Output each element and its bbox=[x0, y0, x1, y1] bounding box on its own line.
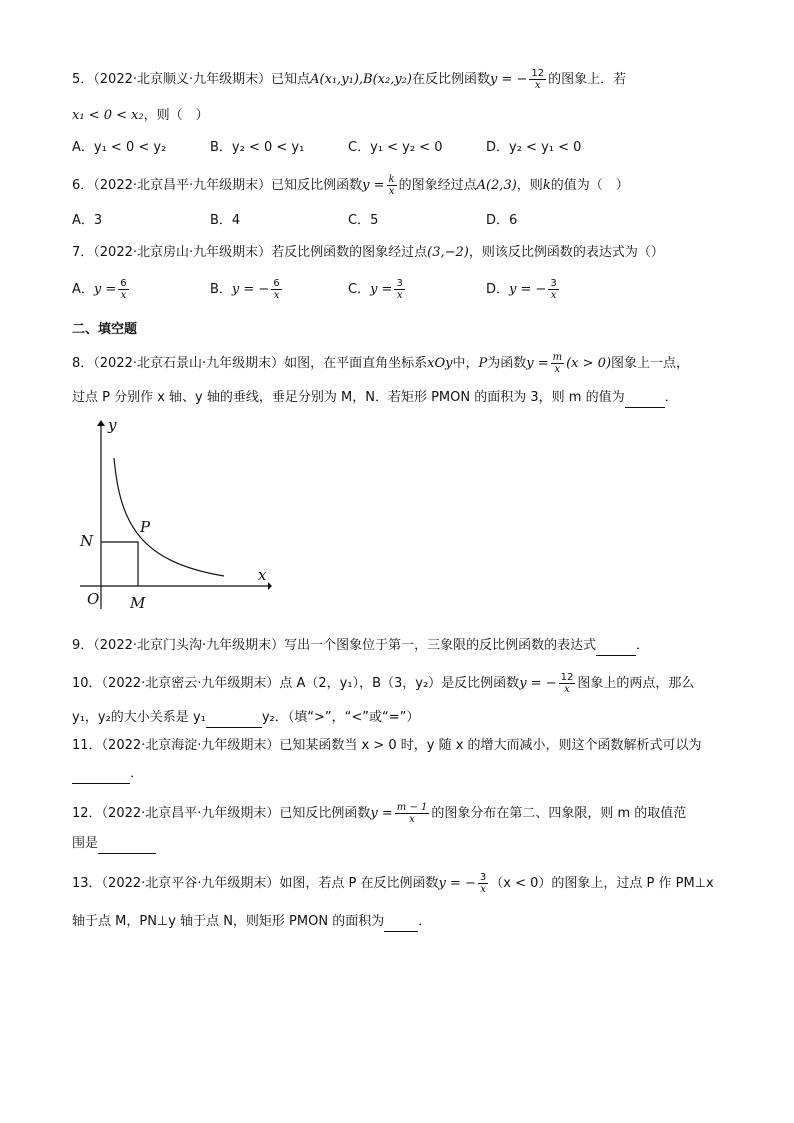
q6-line1 bbox=[72, 174, 629, 197]
q10-text-c: y₁，y₂的大小关系是 y₁ bbox=[72, 710, 206, 725]
q6-func-lhs: y = bbox=[362, 178, 385, 193]
q6-source: 6．（2022·北京昌平·九年级期末）已知反比例函数 bbox=[72, 178, 363, 193]
q6-option-d: D．6 bbox=[486, 213, 518, 228]
q5-source: 5．（2022·北京顺义·九年级期末）已知点 bbox=[72, 72, 311, 87]
q12-text-a: 12．（2022·北京昌平·九年级期末）已知反比例函数 bbox=[72, 806, 371, 821]
q5-points: A(x₁,y₁),B(x₂,y₂) bbox=[310, 72, 412, 87]
q5-condition-tail: ，则（ ） bbox=[143, 108, 209, 123]
q5-mid: 在反比例函数 bbox=[411, 72, 490, 87]
origin-label: O bbox=[87, 590, 100, 608]
q7-line1 bbox=[72, 243, 664, 263]
q8-text-b: 中， bbox=[452, 356, 479, 371]
p-label: P bbox=[140, 518, 151, 536]
q9-end: ． bbox=[636, 638, 650, 653]
q13-func-lhs: y = − bbox=[438, 876, 476, 891]
q5-fraction: $\frac{12}{x}$ bbox=[531, 68, 545, 91]
q6-fraction: $\frac{k}{x}$ bbox=[388, 174, 395, 197]
q11-end: ． bbox=[130, 766, 144, 781]
q5-line1 bbox=[72, 68, 626, 91]
q10-func-lhs: y = − bbox=[519, 676, 557, 691]
q6-option-b: B．4 bbox=[210, 213, 241, 228]
q5-func-lhs: y = − bbox=[489, 72, 528, 87]
hyperbola-figure bbox=[74, 414, 274, 614]
q8-text-line2: 过点 P 分别作 x 轴、y 轴的垂线，垂足分别为 M，N．若矩形 PMON 的面积为 3，则 m 的值为 bbox=[72, 390, 625, 405]
q13-text-a: 13．（2022·北京平谷·九年级期末）如图，若点 P 在反比例函数 bbox=[72, 876, 439, 891]
q8-line1 bbox=[72, 352, 689, 375]
q8-line2 bbox=[72, 388, 678, 408]
rectangle-pmon bbox=[101, 542, 138, 586]
y-axis-arrow bbox=[97, 420, 105, 426]
q13-text-b: （x < 0）的图象上，过点 P 作 PM⊥x bbox=[490, 876, 714, 891]
q7-option-d: D．y = − $\frac{3}{x}$ bbox=[486, 278, 557, 301]
q7-point: (3,−2) bbox=[427, 245, 469, 260]
q12-fraction: $\frac{m - 1}{x}$ bbox=[396, 802, 428, 825]
q8-answer-blank[interactable] bbox=[625, 407, 665, 408]
q13-line1 bbox=[72, 872, 714, 895]
q13-fraction: $\frac{3}{x}$ bbox=[479, 872, 487, 895]
q7-option-c: C．y = $\frac{3}{x}$ bbox=[348, 278, 403, 301]
q13-answer-blank[interactable] bbox=[384, 931, 418, 932]
n-label: N bbox=[80, 532, 94, 550]
q10-line2 bbox=[72, 708, 419, 728]
q5-option-c: C．y₁ < y₂ < 0 bbox=[348, 140, 443, 155]
q12-line2 bbox=[72, 834, 156, 854]
q6-tail: 的图象经过点 bbox=[398, 178, 477, 193]
q6-point: A(2,3) bbox=[476, 178, 517, 193]
q8-end: ． bbox=[664, 390, 678, 405]
q10-text-d: y₂．（填“>”，“<”或“=”） bbox=[261, 710, 420, 725]
q12-text-line2: 围是 bbox=[72, 836, 99, 851]
q8-text-d: 图象上一点， bbox=[611, 356, 690, 371]
q8-fraction: $\frac{m}{x}$ bbox=[552, 352, 563, 375]
q6-option-a: A．3 bbox=[72, 213, 103, 228]
hyperbola-curve bbox=[114, 458, 224, 576]
q10-text-b: 图象上的两点，那么 bbox=[577, 676, 695, 691]
q12-line1 bbox=[72, 802, 686, 825]
q7-text: 7．（2022·北京房山·九年级期末）若反比例函数的图象经过点 bbox=[72, 245, 428, 260]
q10-line1 bbox=[72, 672, 694, 695]
q5-line2 bbox=[72, 106, 209, 126]
q6-tail2: ，则 bbox=[516, 178, 543, 193]
q7-option-a: A．y = $\frac{6}{x}$ bbox=[72, 278, 127, 301]
q10-text-a: 10．（2022·北京密云·九年级期末）点 A（2，y₁），B（3，y₂）是反比例函数 bbox=[72, 676, 520, 691]
q8-text-c: 为函数 bbox=[487, 356, 527, 371]
y-axis-label: y bbox=[108, 416, 117, 434]
q8-coordinate-system: xOy bbox=[427, 356, 453, 371]
q6-option-c: C．5 bbox=[348, 213, 379, 228]
q5-tail: 的图象上．若 bbox=[548, 72, 627, 87]
q11-line1: 11．（2022·北京海淀·九年级期末）已知某函数当 x > 0 时，y 随 x 的增大而减小，则这个函数解析式可以为 bbox=[72, 738, 702, 753]
x-axis-arrow bbox=[268, 582, 272, 590]
q11-answer-blank[interactable] bbox=[72, 783, 130, 784]
q8-condition: (x > 0) bbox=[566, 356, 612, 371]
q12-text-b: 的图象分布在第二、四象限，则 m 的取值范 bbox=[431, 806, 687, 821]
q6-var: k bbox=[542, 178, 551, 193]
q8-func-lhs: y = bbox=[526, 356, 549, 371]
q10-answer-blank[interactable] bbox=[206, 727, 262, 728]
q5-option-b: B．y₂ < 0 < y₁ bbox=[210, 140, 305, 155]
q5-option-d: D．y₂ < y₁ < 0 bbox=[486, 140, 582, 155]
q10-fraction: $\frac{12}{x}$ bbox=[560, 672, 574, 695]
m-label: M bbox=[130, 594, 146, 612]
q13-line2 bbox=[72, 912, 431, 932]
q8-text-a: 8．（2022·北京石景山·九年级期末）如图，在平面直角坐标系 bbox=[72, 356, 428, 371]
q13-end: ． bbox=[418, 914, 432, 929]
q13-text-line2: 轴于点 M，PN⊥y 轴于点 N，则矩形 PMON 的面积为 bbox=[72, 914, 385, 929]
q8-point-p: P bbox=[478, 356, 488, 371]
q5-option-a: A．y₁ < 0 < y₂ bbox=[72, 140, 167, 155]
q12-answer-blank[interactable] bbox=[98, 853, 156, 854]
q11-line2 bbox=[72, 764, 143, 784]
section-heading: 二、填空题 bbox=[72, 322, 138, 337]
q7-tail: ，则该反比例函数的表达式为（） bbox=[468, 245, 664, 260]
q9-text: 9．（2022·北京门头沟·九年级期末）写出一个图象位于第一，三象限的反比例函数的表达式 bbox=[72, 638, 597, 653]
x-axis-label: x bbox=[258, 566, 267, 584]
q9-line bbox=[72, 636, 649, 656]
q9-answer-blank[interactable] bbox=[596, 655, 636, 656]
q6-tail3: 的值为（ ） bbox=[550, 178, 629, 193]
q12-func-lhs: y = bbox=[370, 806, 393, 821]
q5-condition: x₁ < 0 < x₂ bbox=[72, 108, 144, 123]
q7-option-b: B．y = − $\frac{6}{x}$ bbox=[210, 278, 280, 301]
